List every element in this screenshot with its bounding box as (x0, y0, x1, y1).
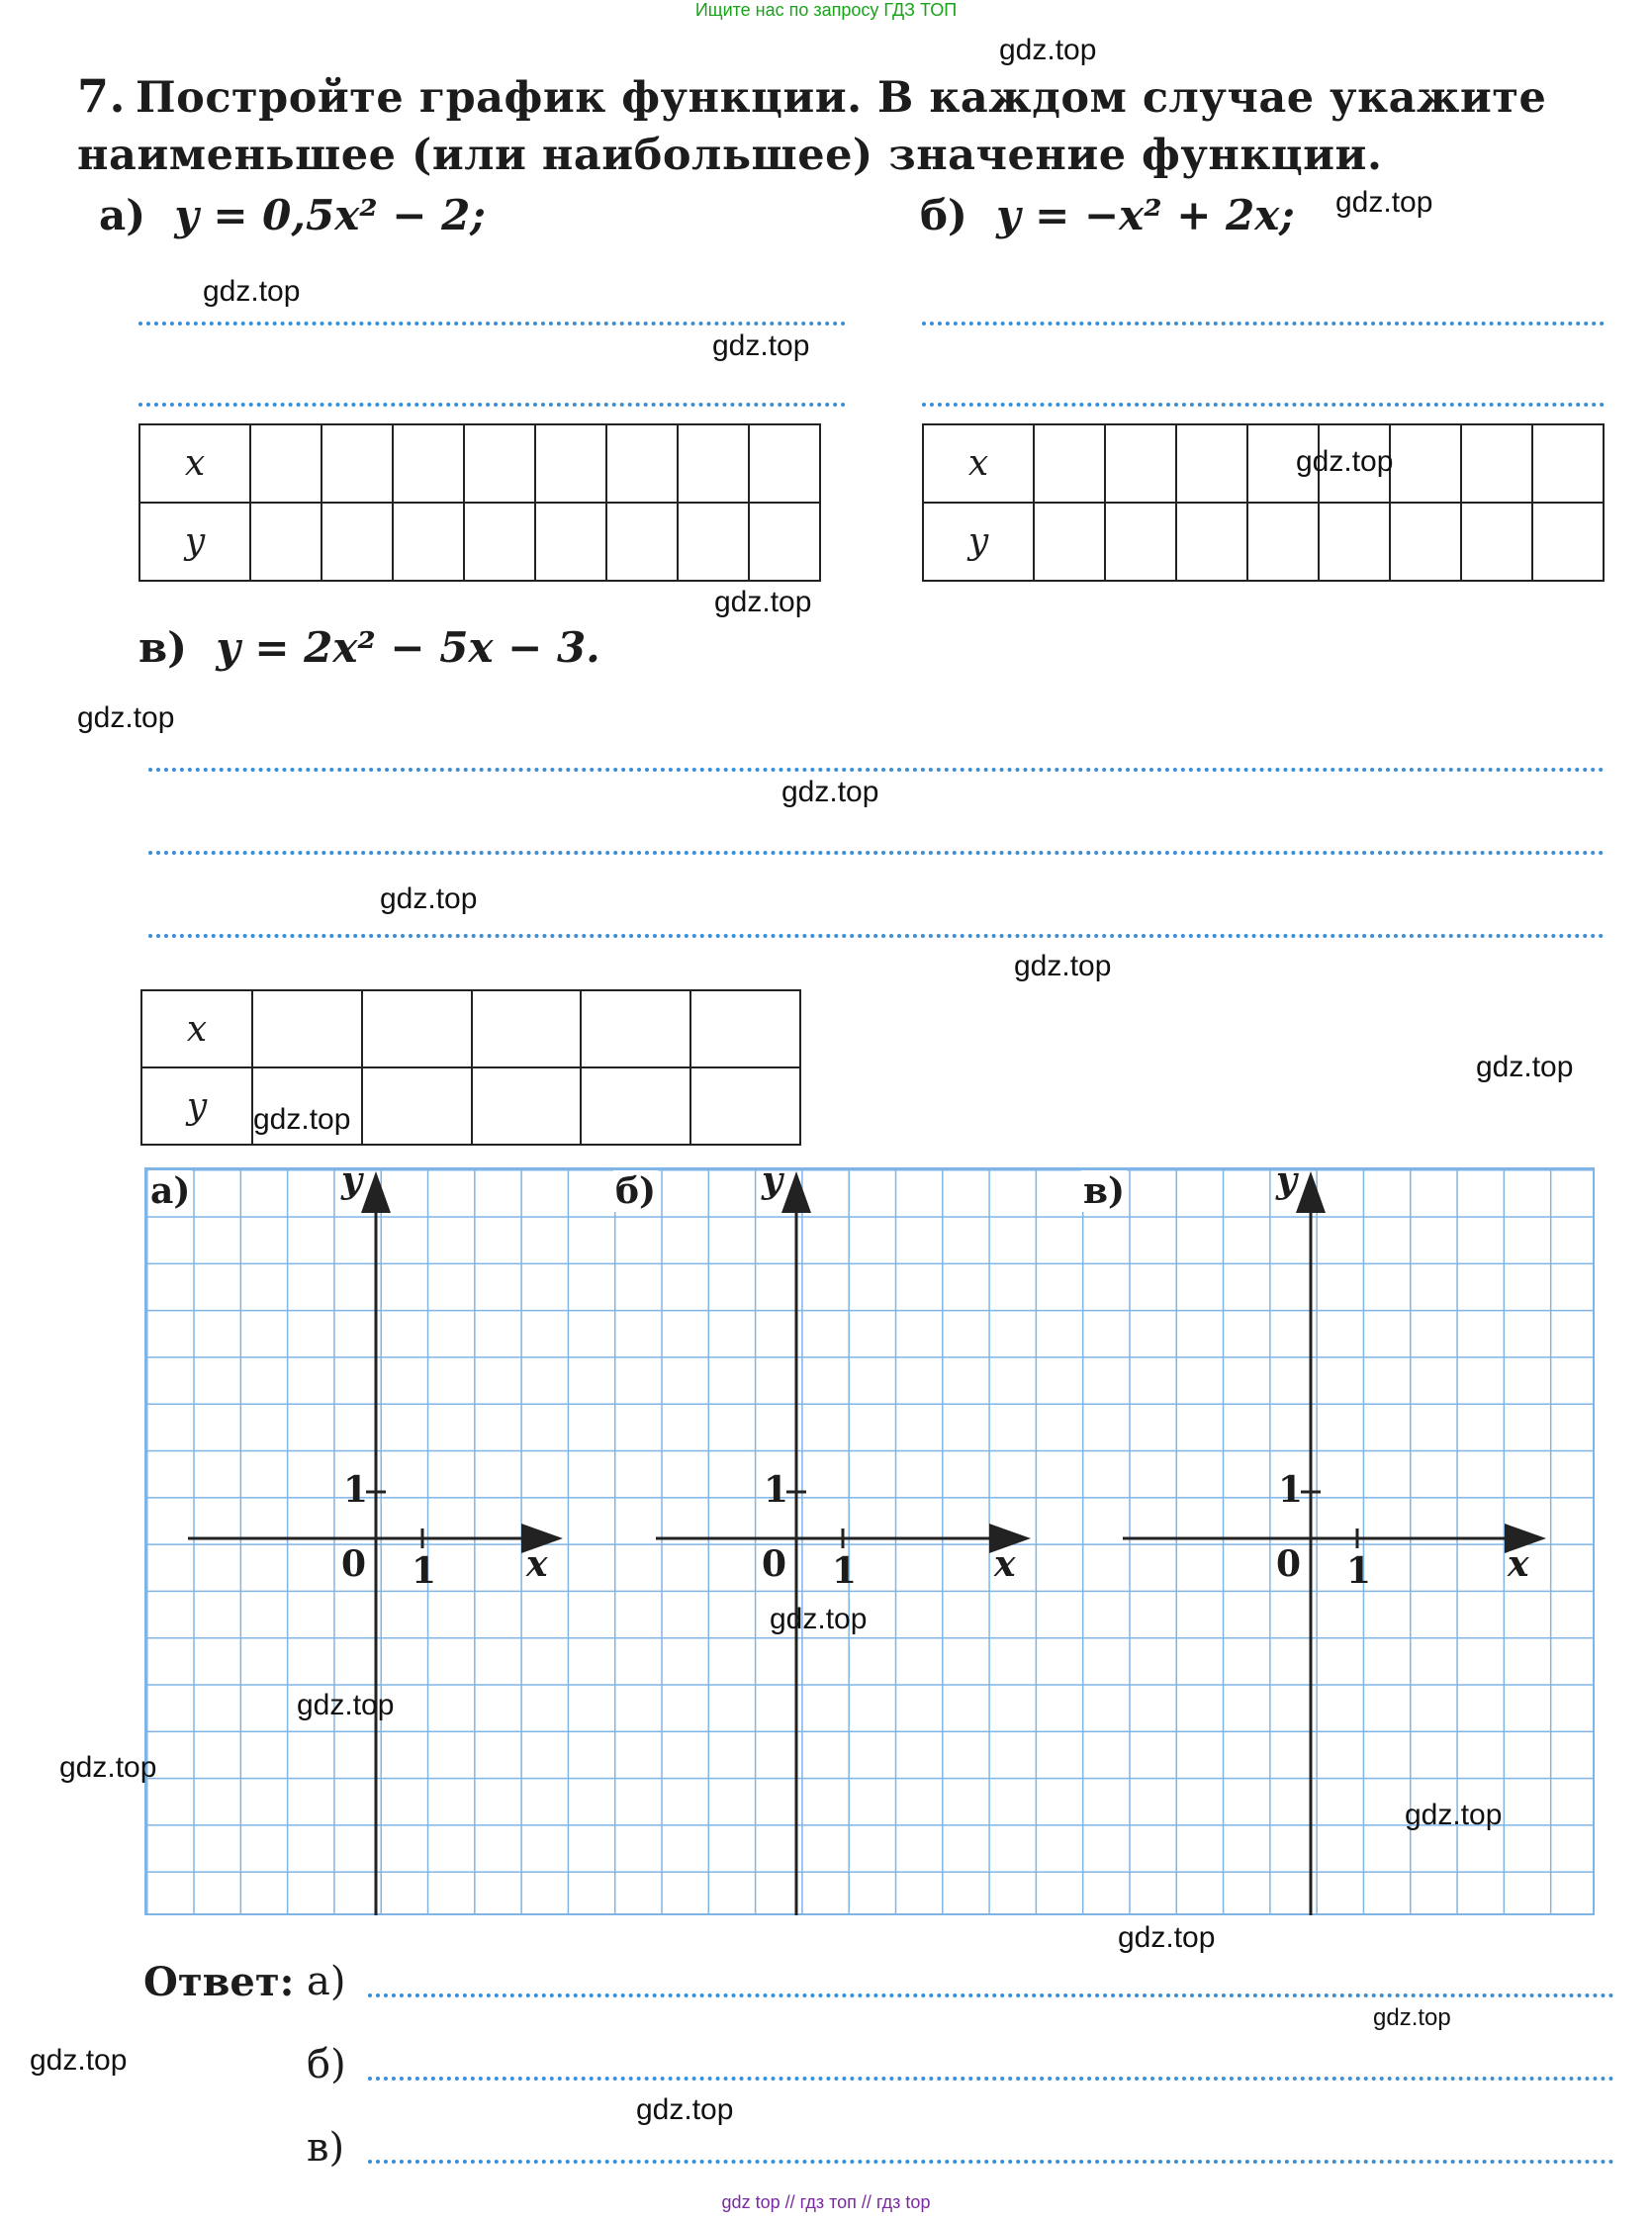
x-unit-label: 1 (412, 1550, 437, 1592)
watermark: gdz.top (1476, 1051, 1574, 1083)
table-header-x: x (923, 424, 1034, 503)
origin-label: 0 (341, 1543, 367, 1585)
origin-label: 0 (1276, 1543, 1302, 1585)
watermark: gdz.top (253, 1103, 351, 1136)
coordinate-system-b (656, 1177, 1025, 1915)
watermark: gdz.top (1373, 2004, 1451, 2031)
task-number: 7. (77, 69, 127, 123)
graph-label-c: в) (1083, 1170, 1126, 1212)
watermark: gdz.top (297, 1689, 395, 1721)
answer-title: Ответ: (143, 1959, 295, 2005)
watermark: gdz.top (712, 329, 810, 362)
table-header-x: x (139, 424, 250, 503)
watermark: gdz.top (1296, 445, 1394, 478)
answer-line-c[interactable] (368, 2160, 1614, 2164)
y-unit-label: 1 (343, 1469, 369, 1511)
y-unit-label: 1 (764, 1469, 789, 1511)
origin-label: 0 (762, 1543, 787, 1585)
x-unit-label: 1 (1346, 1550, 1372, 1592)
table-header-y: y (141, 1067, 252, 1145)
table-header-x: x (141, 990, 252, 1067)
top-banner[interactable]: Ищите нас по запросу ГДЗ ТОП (694, 0, 958, 20)
watermark: gdz.top (999, 34, 1097, 66)
watermark: gdz.top (1118, 1921, 1216, 1954)
answer-label-b: б) (307, 2042, 346, 2087)
answer-label-c: в) (307, 2125, 345, 2171)
watermark: gdz.top (59, 1751, 157, 1784)
watermark: gdz.top (380, 882, 478, 915)
watermark: gdz.top (770, 1603, 868, 1635)
part-b-label: б) (920, 191, 967, 239)
task-text: Постройте график функции. В каждом случае укажите наименьшее (или наибольшее) значение функции. (77, 73, 1547, 180)
watermark: gdz.top (636, 2093, 734, 2126)
part-c-label: в) (138, 623, 188, 672)
y-unit-label: 1 (1278, 1469, 1304, 1511)
graph-label-a: а) (150, 1170, 191, 1212)
coordinate-system-a (188, 1177, 557, 1915)
y-axis-label: y (341, 1159, 362, 1201)
watermark: gdz.top (77, 701, 175, 734)
table-header-y: y (923, 503, 1034, 581)
watermark: gdz.top (714, 586, 812, 618)
answer-label-a: а) (307, 1959, 346, 2004)
answer-line-a[interactable] (368, 1993, 1614, 1997)
watermark: gdz.top (1335, 186, 1433, 219)
graph-label-b: б) (615, 1170, 657, 1212)
x-axis-label: x (1508, 1543, 1529, 1585)
part-a-label: а) (99, 191, 146, 239)
footer[interactable]: gdz top // гдз топ // гдз top (721, 2192, 931, 2212)
watermark: gdz.top (1014, 950, 1112, 982)
x-unit-label: 1 (832, 1550, 858, 1592)
y-axis-label: y (762, 1159, 782, 1201)
watermark: gdz.top (1405, 1799, 1503, 1831)
table-header-y: y (139, 503, 250, 581)
watermark: gdz.top (203, 275, 301, 308)
y-axis-label: y (1276, 1159, 1297, 1201)
part-a-expression: y = 0,5x² − 2; (174, 191, 486, 239)
watermark: gdz.top (30, 2044, 128, 2077)
watermark: gdz.top (781, 776, 879, 808)
part-b-expression: y = −x² + 2x; (996, 191, 1295, 239)
answer-line-b[interactable] (368, 2077, 1614, 2081)
x-axis-label: x (994, 1543, 1016, 1585)
part-c-expression: y = 2x² − 5x − 3. (216, 623, 600, 672)
x-axis-label: x (526, 1543, 548, 1585)
